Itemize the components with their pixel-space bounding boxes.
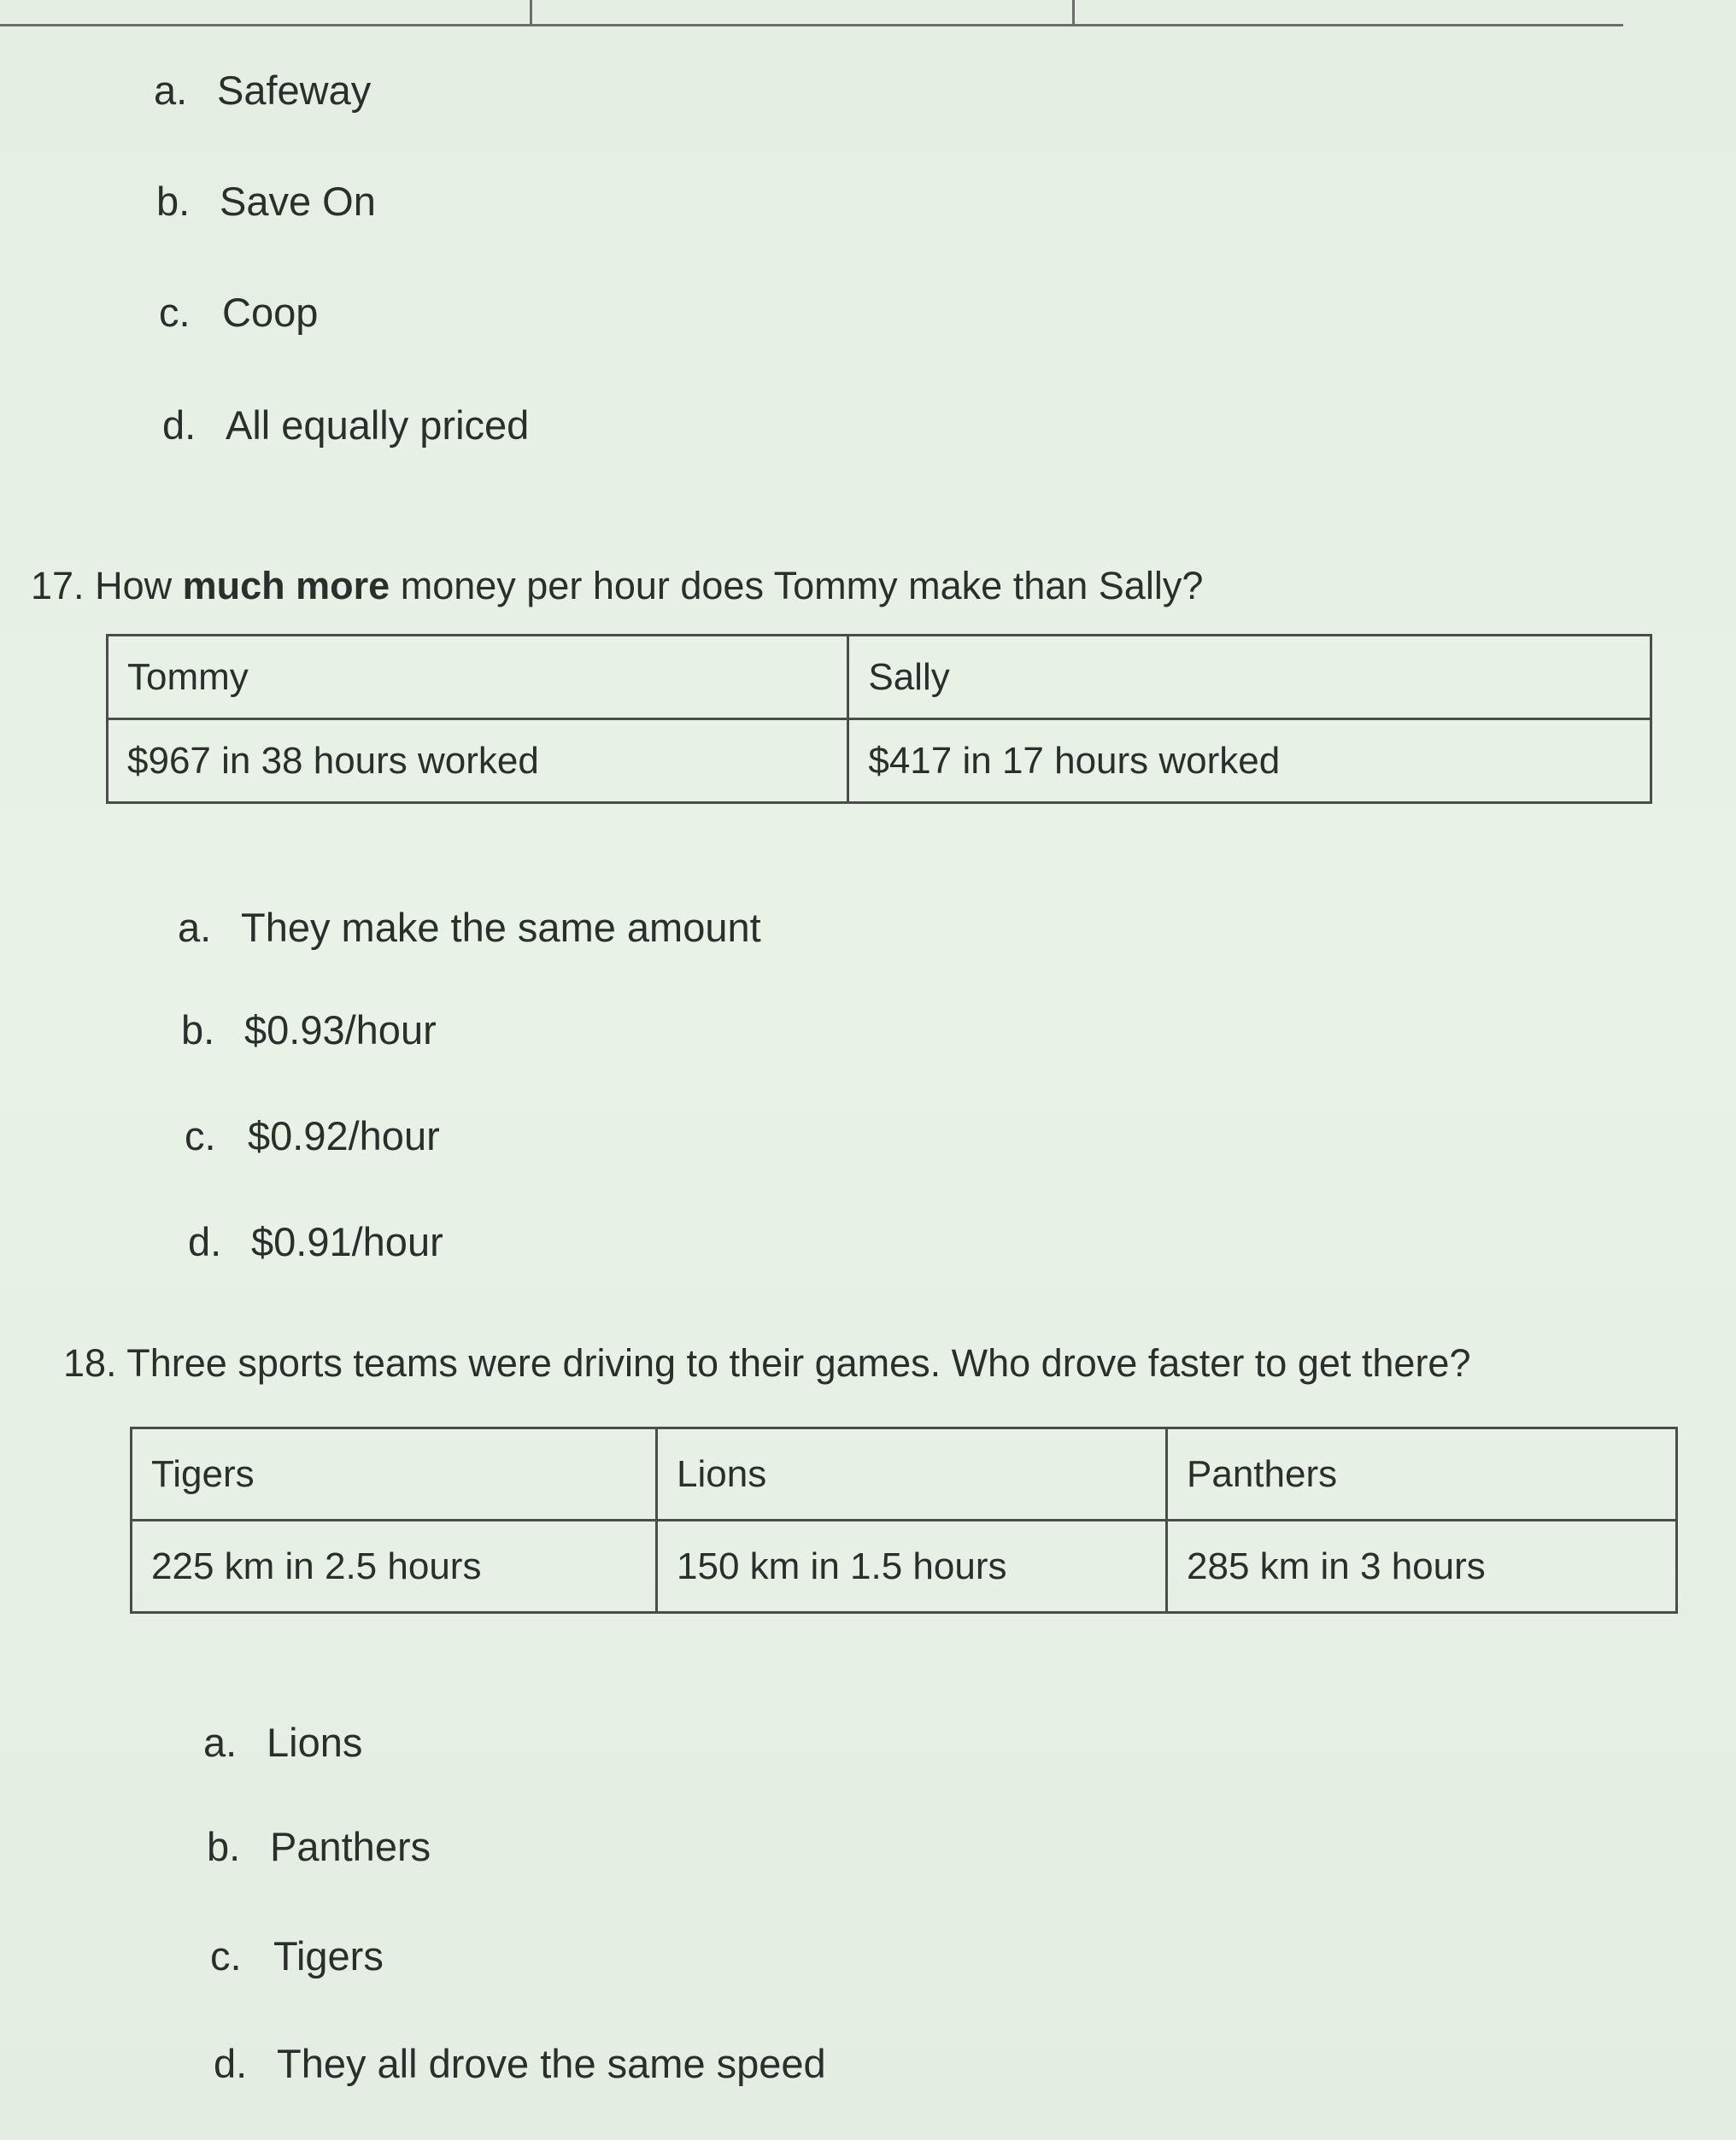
option-letter: a.	[154, 67, 188, 113]
question-text: Three sports teams were driving to their games. Who drove faster to get there?	[126, 1341, 1471, 1385]
option-c[interactable]	[185, 1112, 440, 1159]
option-letter: c.	[185, 1113, 216, 1158]
option-text: They make the same amount	[241, 905, 761, 950]
table-header-row	[132, 1428, 1677, 1521]
question-emphasis: much more	[182, 564, 390, 607]
question-text-prefix: How	[95, 564, 173, 607]
q18-data-table	[130, 1427, 1678, 1614]
table-header-row	[108, 636, 1651, 719]
value-sally: $417 in 17 hours worked	[848, 719, 1651, 803]
option-text: Panthers	[270, 1824, 431, 1869]
option-c[interactable]	[210, 1932, 384, 1979]
option-text: $0.92/hour	[248, 1113, 440, 1158]
option-d[interactable]	[214, 2040, 826, 2087]
q17-data-table	[106, 634, 1652, 804]
option-letter: c.	[159, 290, 191, 335]
value-tigers: 225 km in 2.5 hours	[132, 1521, 657, 1613]
option-text: Save On	[220, 179, 376, 224]
option-letter: b.	[156, 179, 191, 224]
option-letter: d.	[188, 1219, 222, 1264]
option-text: Safeway	[217, 67, 372, 113]
header-tigers: Tigers	[132, 1428, 657, 1521]
previous-table-bottom-edge	[0, 0, 1623, 26]
option-letter: b.	[181, 1007, 215, 1052]
option-a[interactable]	[203, 1719, 362, 1766]
table-divider	[1072, 0, 1075, 24]
option-d[interactable]	[188, 1218, 443, 1265]
table-value-row	[132, 1521, 1677, 1613]
option-b[interactable]	[207, 1823, 431, 1870]
option-text: Tigers	[273, 1933, 384, 1979]
header-lions: Lions	[657, 1428, 1167, 1521]
question-number: 17.	[31, 564, 85, 607]
option-text: Coop	[222, 290, 319, 335]
option-text: $0.93/hour	[244, 1007, 437, 1052]
question-number: 18.	[63, 1341, 117, 1385]
header-panthers: Panthers	[1167, 1428, 1677, 1521]
question-18	[63, 1341, 1471, 1386]
header-sally: Sally	[848, 636, 1651, 719]
option-a[interactable]	[178, 904, 761, 951]
option-text: All equally priced	[226, 402, 530, 448]
option-text: Lions	[267, 1720, 363, 1765]
option-c[interactable]	[159, 289, 318, 336]
option-a[interactable]	[154, 67, 371, 114]
option-letter: a.	[203, 1720, 238, 1765]
option-letter: d.	[162, 402, 196, 448]
value-lions: 150 km in 1.5 hours	[657, 1521, 1167, 1613]
value-panthers: 285 km in 3 hours	[1167, 1521, 1677, 1613]
option-text: They all drove the same speed	[277, 2041, 826, 2086]
option-letter: a.	[178, 905, 212, 950]
table-divider	[530, 0, 532, 24]
option-b[interactable]	[156, 178, 376, 225]
option-letter: d.	[214, 2041, 248, 2086]
question-text-suffix: money per hour does Tommy make than Sally?	[400, 564, 1204, 607]
option-letter: b.	[207, 1824, 241, 1869]
option-b[interactable]	[181, 1006, 437, 1053]
value-tommy: $967 in 38 hours worked	[108, 719, 848, 803]
option-d[interactable]	[162, 402, 529, 449]
option-letter: c.	[210, 1933, 242, 1979]
question-17	[31, 564, 1203, 608]
option-text: $0.91/hour	[251, 1219, 443, 1264]
table-value-row	[108, 719, 1651, 803]
header-tommy: Tommy	[108, 636, 848, 719]
